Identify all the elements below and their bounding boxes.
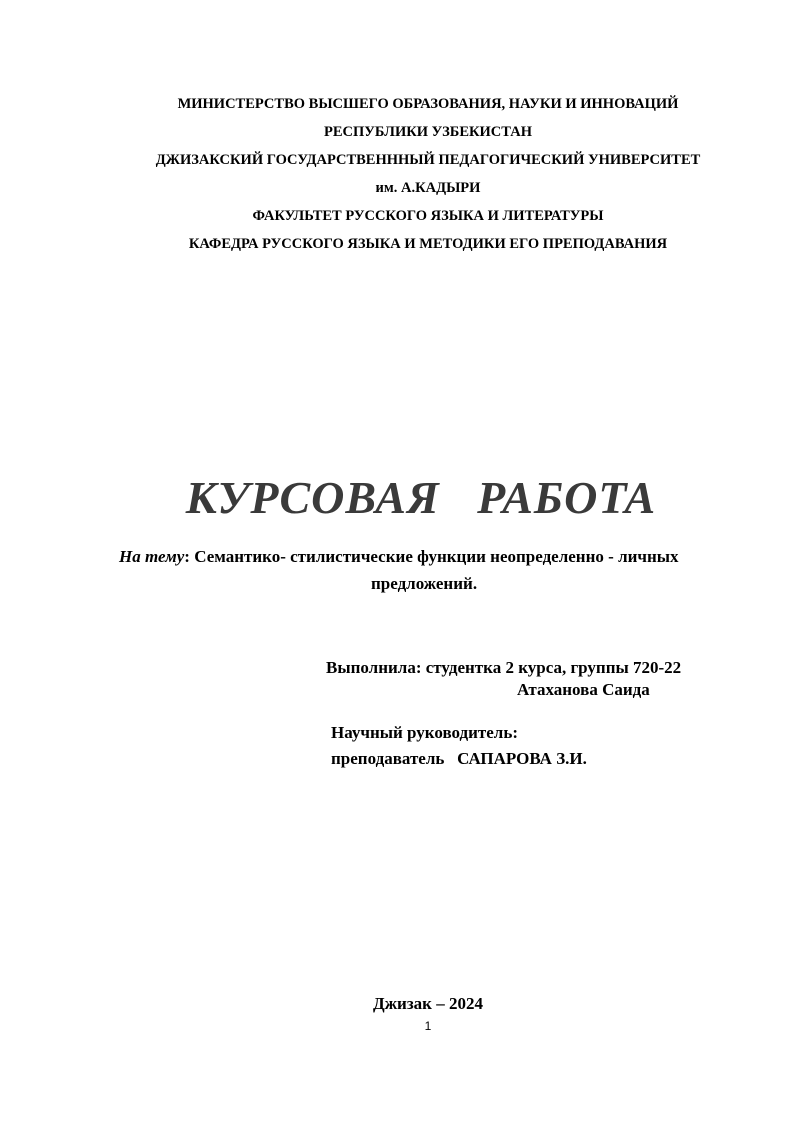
- header-university-line: ДЖИЗАКСКИЙ ГОСУДАРСТВЕНННЫЙ ПЕДАГОГИЧЕСКИЙ УНИВЕРСИТЕТ: [155, 152, 701, 168]
- author-line-1: Выполнила: студентка 2 курса, группы 720-22: [326, 658, 682, 677]
- city-year: Джизак – 2024: [373, 994, 483, 1013]
- page-number: 1: [424, 1019, 432, 1033]
- header-faculty-line: ФАКУЛЬТЕТ РУССКОГО ЯЗЫКА И ЛИТЕРАТУРЫ: [252, 208, 604, 224]
- author-name: Атаханова Саида: [517, 680, 650, 699]
- theme-line-1: [119, 546, 679, 568]
- header-ministry-line: МИНИСТЕРСТВО ВЫСШЕГО ОБРАЗОВАНИЯ, НАУКИ И ИННОВАЦИЙ: [177, 96, 679, 112]
- header-university-name-line: им. А.КАДЫРИ: [375, 180, 481, 196]
- theme-prefix: На тему: [119, 547, 185, 566]
- theme-text-line-1: : Семантико- стилистические функции неопределенно - личных: [184, 547, 679, 566]
- header-republic-line: РЕСПУБЛИКИ УЗБЕКИСТАН: [324, 124, 532, 140]
- supervisor-name: преподаватель САПАРОВА З.И.: [331, 749, 587, 768]
- header-department-line: КАФЕДРА РУССКОГО ЯЗЫКА И МЕТОДИКИ ЕГО ПРЕПОДАВАНИЯ: [188, 236, 668, 252]
- document-title: КУРСОВАЯ РАБОТА: [185, 472, 657, 523]
- theme-text-line-2: предложений.: [371, 574, 478, 593]
- supervisor-label: Научный руководитель:: [331, 723, 518, 742]
